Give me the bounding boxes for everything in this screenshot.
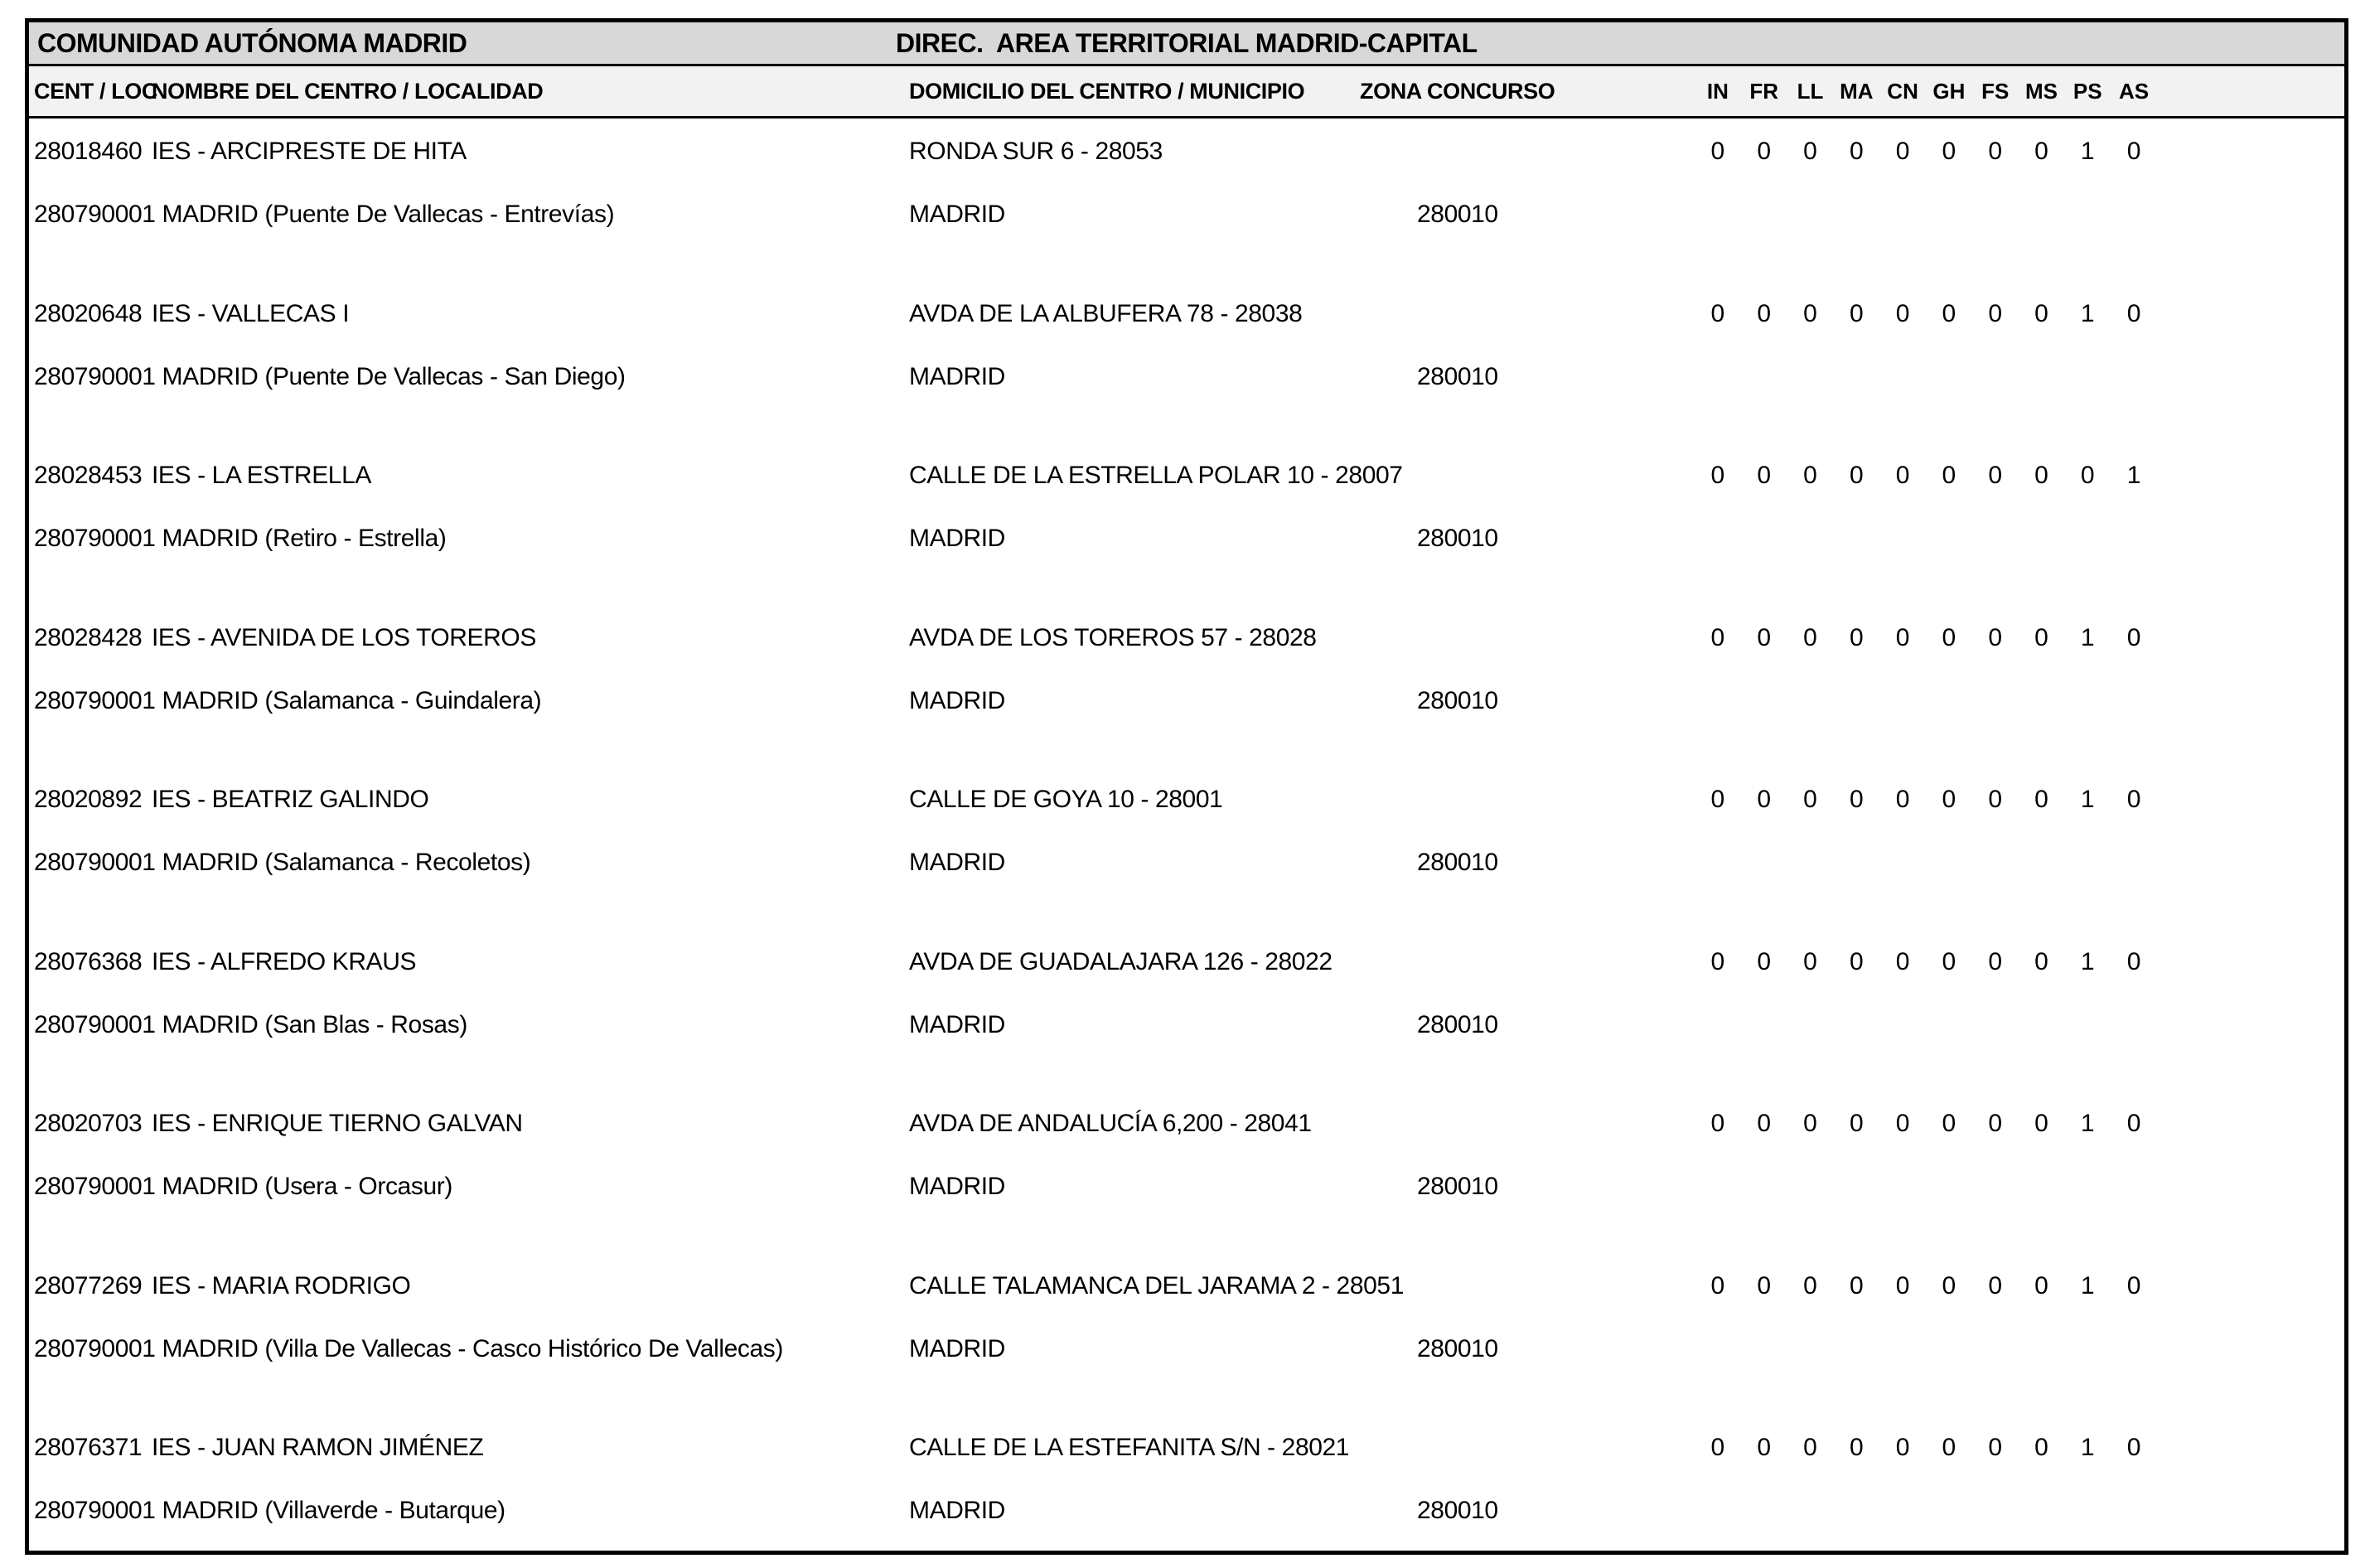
vacancy-values: [1695, 134, 2157, 169]
municipality: MADRID: [909, 362, 1005, 390]
center-locality-line: [29, 360, 2344, 394]
community-title: COMUNIDAD AUTÓNOMA MADRID: [37, 28, 467, 58]
locality-line: 280790001 MADRID (Usera - Orcasur): [34, 1173, 452, 1200]
value-ms: 0: [2034, 1110, 2048, 1137]
value-ms: 0: [2034, 138, 2048, 165]
value-in: 0: [1710, 462, 1725, 489]
value-in: 0: [1710, 138, 1725, 165]
value-ms: 0: [2034, 786, 2048, 813]
vacancy-values: [1695, 1430, 2157, 1465]
center-code: 28028453: [34, 462, 143, 489]
value-ll: 0: [1803, 947, 1817, 975]
center-locality-line: [29, 1332, 2344, 1367]
center-address: CALLE TALAMANCA DEL JARAMA 2 - 28051: [909, 1271, 1404, 1299]
column-header-nombre: NOMBRE DEL CENTRO / LOCALIDAD: [152, 79, 544, 104]
center-code: 28028428: [34, 623, 143, 651]
municipality: MADRID: [909, 686, 1005, 714]
territorial-direction-title: DIREC. AREA TERRITORIAL MADRID-CAPITAL: [896, 28, 1478, 58]
column-header-domicilio: DOMICILIO DEL CENTRO / MUNICIPIO: [909, 79, 1305, 104]
value-ma: 0: [1849, 299, 1864, 327]
zone-code: 280010: [1417, 1173, 1498, 1200]
value-ll: 0: [1803, 462, 1817, 489]
center-code: 28020648: [34, 299, 143, 327]
value-as: 0: [2126, 299, 2141, 327]
center-name: IES - AVENIDA DE LOS TOREROS: [152, 623, 536, 651]
value-fs: 0: [1988, 1110, 2003, 1137]
center-row: [29, 1430, 2344, 1568]
value-fs: 0: [1988, 947, 2003, 975]
center-main-line: [29, 1430, 2344, 1465]
center-row: [29, 297, 2344, 459]
vacancy-values: [1695, 945, 2157, 980]
zone-code: 280010: [1417, 1497, 1498, 1524]
locality-line: 280790001 MADRID (Puente De Vallecas - San Diego): [34, 362, 626, 390]
value-fr: 0: [1757, 786, 1772, 813]
center-main-line: [29, 297, 2344, 332]
municipality: MADRID: [909, 525, 1005, 552]
vacancy-values: [1695, 621, 2157, 656]
listing-table: [25, 18, 2348, 1555]
zone-code: 280010: [1417, 686, 1498, 714]
value-in: 0: [1710, 299, 1725, 327]
value-gh: 0: [1942, 1110, 1956, 1137]
value-gh: 0: [1942, 623, 1956, 651]
zone-code: 280010: [1417, 849, 1498, 876]
value-as: 0: [2126, 138, 2141, 165]
center-name: IES - ENRIQUE TIERNO GALVAN: [152, 1110, 523, 1137]
zone-code: 280010: [1417, 201, 1498, 228]
center-address: AVDA DE GUADALAJARA 126 - 28022: [909, 947, 1333, 975]
value-in: 0: [1710, 947, 1725, 975]
value-gh: 0: [1942, 138, 1956, 165]
center-address: CALLE DE LA ESTRELLA POLAR 10 - 28007: [909, 462, 1403, 489]
value-cn: 0: [1895, 1110, 1910, 1137]
center-address: CALLE DE GOYA 10 - 28001: [909, 786, 1223, 813]
municipality: MADRID: [909, 1334, 1005, 1362]
value-ma: 0: [1849, 1110, 1864, 1137]
value-gh: 0: [1942, 786, 1956, 813]
vacancy-values: [1695, 782, 2157, 817]
zone-code: 280010: [1417, 1010, 1498, 1038]
value-ps: 1: [2080, 1434, 2095, 1461]
value-ms: 0: [2034, 623, 2048, 651]
center-main-line: [29, 1269, 2344, 1304]
value-fs: 0: [1988, 299, 2003, 327]
value-ps: 1: [2080, 786, 2095, 813]
value-ll: 0: [1803, 623, 1817, 651]
locality-line: 280790001 MADRID (Salamanca - Guindalera): [34, 686, 542, 714]
column-header-ps: PS: [2073, 79, 2102, 104]
locality-line: 280790001 MADRID (Retiro - Estrella): [34, 525, 447, 552]
value-fr: 0: [1757, 462, 1772, 489]
center-locality-line: [29, 1008, 2344, 1043]
center-locality-line: [29, 1493, 2344, 1528]
value-fs: 0: [1988, 623, 2003, 651]
center-name: IES - LA ESTRELLA: [152, 462, 371, 489]
value-ps: 1: [2080, 138, 2095, 165]
municipality: MADRID: [909, 201, 1005, 228]
zone-code: 280010: [1417, 362, 1498, 390]
center-name: IES - MARIA RODRIGO: [152, 1271, 411, 1299]
value-ms: 0: [2034, 947, 2048, 975]
value-cn: 0: [1895, 299, 1910, 327]
center-address: CALLE DE LA ESTEFANITA S/N - 28021: [909, 1434, 1350, 1461]
value-ma: 0: [1849, 138, 1864, 165]
value-as: 0: [2126, 1434, 2141, 1461]
center-locality-line: [29, 684, 2344, 719]
column-header-gh: GH: [1932, 79, 1966, 104]
column-header-fs: FS: [1981, 79, 2010, 104]
center-row: [29, 945, 2344, 1107]
column-header-in: IN: [1706, 79, 1729, 104]
zone-code: 280010: [1417, 1334, 1498, 1362]
center-locality-line: [29, 197, 2344, 232]
value-ms: 0: [2034, 462, 2048, 489]
vacancy-values: [1695, 1269, 2157, 1304]
municipality: MADRID: [909, 1173, 1005, 1200]
column-header-ms: MS: [2024, 79, 2058, 104]
value-gh: 0: [1942, 462, 1956, 489]
value-fr: 0: [1757, 947, 1772, 975]
center-address: AVDA DE ANDALUCÍA 6,200 - 28041: [909, 1110, 1312, 1137]
value-ll: 0: [1803, 1271, 1817, 1299]
center-main-line: [29, 782, 2344, 817]
locality-line: 280790001 MADRID (San Blas - Rosas): [34, 1010, 467, 1038]
value-fr: 0: [1757, 299, 1772, 327]
column-header-cn: CN: [1887, 79, 1918, 104]
column-header-cent-loc: CENT / LOC: [34, 79, 157, 104]
value-fs: 0: [1988, 1271, 2003, 1299]
value-ll: 0: [1803, 1434, 1817, 1461]
column-header-fr: FR: [1749, 79, 1779, 104]
center-row: [29, 458, 2344, 621]
municipality: MADRID: [909, 1497, 1005, 1524]
value-fr: 0: [1757, 1271, 1772, 1299]
value-gh: 0: [1942, 299, 1956, 327]
center-name: IES - ARCIPRESTE DE HITA: [152, 138, 467, 165]
value-gh: 0: [1942, 1434, 1956, 1461]
center-locality-line: [29, 521, 2344, 556]
value-cn: 0: [1895, 623, 1910, 651]
center-name: IES - BEATRIZ GALINDO: [152, 786, 429, 813]
center-name: IES - VALLECAS I: [152, 299, 350, 327]
value-ps: 1: [2080, 299, 2095, 327]
value-as: 0: [2126, 947, 2141, 975]
locality-line: 280790001 MADRID (Salamanca - Recoletos): [34, 849, 531, 876]
center-main-line: [29, 134, 2344, 169]
value-ll: 0: [1803, 299, 1817, 327]
value-cn: 0: [1895, 138, 1910, 165]
value-ps: 1: [2080, 947, 2095, 975]
value-fr: 0: [1757, 1434, 1772, 1461]
value-as: 0: [2126, 623, 2141, 651]
value-cn: 0: [1895, 462, 1910, 489]
locality-line: 280790001 MADRID (Puente De Vallecas - Entrevías): [34, 201, 615, 228]
value-in: 0: [1710, 786, 1725, 813]
value-fs: 0: [1988, 1434, 2003, 1461]
vacancy-values: [1695, 297, 2157, 332]
value-ma: 0: [1849, 786, 1864, 813]
value-ps: 0: [2080, 462, 2095, 489]
zone-code: 280010: [1417, 525, 1498, 552]
value-fs: 0: [1988, 462, 2003, 489]
locality-line: 280790001 MADRID (Villa De Vallecas - Casco Histórico De Vallecas): [34, 1334, 783, 1362]
value-ll: 0: [1803, 1110, 1817, 1137]
column-header-ll: LL: [1797, 79, 1824, 104]
value-ms: 0: [2034, 299, 2048, 327]
value-ps: 1: [2080, 1271, 2095, 1299]
value-ll: 0: [1803, 786, 1817, 813]
value-ma: 0: [1849, 1434, 1864, 1461]
value-gh: 0: [1942, 947, 1956, 975]
value-ps: 1: [2080, 623, 2095, 651]
value-fs: 0: [1988, 138, 2003, 165]
vacancy-values: [1695, 458, 2157, 493]
column-header-zona: ZONA CONCURSO: [1360, 79, 1555, 104]
center-row: [29, 1269, 2344, 1431]
center-main-line: [29, 458, 2344, 493]
center-main-line: [29, 621, 2344, 656]
value-ma: 0: [1849, 1271, 1864, 1299]
center-row: [29, 134, 2344, 297]
value-cn: 0: [1895, 786, 1910, 813]
municipality: MADRID: [909, 849, 1005, 876]
center-code: 28076371: [34, 1434, 143, 1461]
locality-line: 280790001 MADRID (Villaverde - Butarque): [34, 1497, 505, 1524]
center-main-line: [29, 945, 2344, 980]
center-name: IES - JUAN RAMON JIMÉNEZ: [152, 1434, 484, 1461]
center-code: 28076368: [34, 947, 143, 975]
value-ma: 0: [1849, 623, 1864, 651]
value-as: 0: [2126, 1110, 2141, 1137]
value-gh: 0: [1942, 1271, 1956, 1299]
value-as: 0: [2126, 1271, 2141, 1299]
value-fr: 0: [1757, 1110, 1772, 1137]
center-code: 28020703: [34, 1110, 143, 1137]
vacancy-values: [1695, 1106, 2157, 1141]
center-row: [29, 782, 2344, 945]
center-code: 28020892: [34, 786, 143, 813]
value-cn: 0: [1895, 947, 1910, 975]
center-row: [29, 621, 2344, 783]
value-in: 0: [1710, 623, 1725, 651]
center-locality-line: [29, 845, 2344, 880]
column-header-as: AS: [2119, 79, 2150, 104]
center-code: 28077269: [34, 1271, 143, 1299]
value-in: 0: [1710, 1110, 1725, 1137]
value-ps: 1: [2080, 1110, 2095, 1137]
table-body: [29, 22, 2344, 1551]
value-in: 0: [1710, 1434, 1725, 1461]
value-ms: 0: [2034, 1271, 2048, 1299]
center-address: AVDA DE LOS TOREROS 57 - 28028: [909, 623, 1317, 651]
center-row: [29, 1106, 2344, 1269]
center-name: IES - ALFREDO KRAUS: [152, 947, 417, 975]
center-code: 28018460: [34, 138, 143, 165]
municipality: MADRID: [909, 1010, 1005, 1038]
value-ma: 0: [1849, 462, 1864, 489]
center-main-line: [29, 1106, 2344, 1141]
value-ms: 0: [2034, 1434, 2048, 1461]
value-ma: 0: [1849, 947, 1864, 975]
value-as: 1: [2126, 462, 2141, 489]
value-fs: 0: [1988, 786, 2003, 813]
value-cn: 0: [1895, 1271, 1910, 1299]
value-in: 0: [1710, 1271, 1725, 1299]
value-fr: 0: [1757, 138, 1772, 165]
value-fr: 0: [1757, 623, 1772, 651]
center-locality-line: [29, 1169, 2344, 1204]
value-cn: 0: [1895, 1434, 1910, 1461]
center-address: RONDA SUR 6 - 28053: [909, 138, 1163, 165]
value-ll: 0: [1803, 138, 1817, 165]
column-header-ma: MA: [1840, 79, 1874, 104]
center-address: AVDA DE LA ALBUFERA 78 - 28038: [909, 299, 1303, 327]
value-as: 0: [2126, 786, 2141, 813]
